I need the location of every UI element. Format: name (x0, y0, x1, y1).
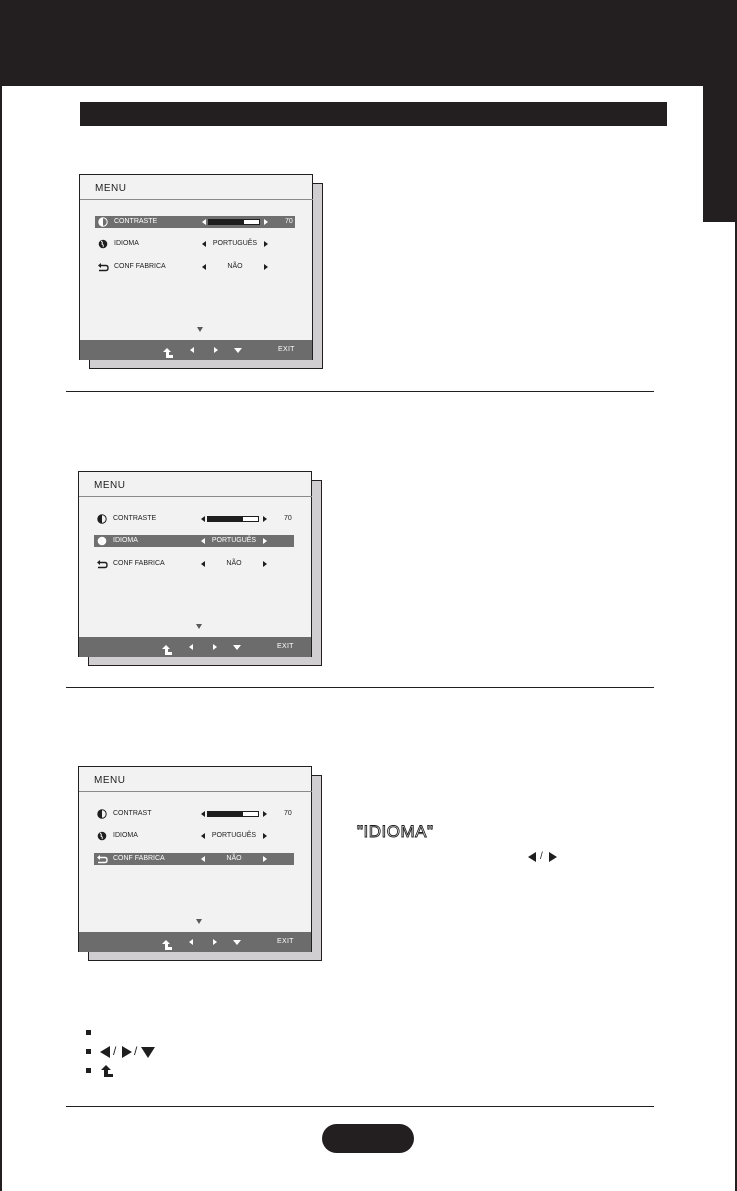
side-tab (703, 86, 737, 222)
return-arrow-icon (97, 854, 108, 864)
osd-row-conf-fabrica[interactable] (95, 261, 295, 273)
contrast-half-circle-icon (97, 514, 108, 524)
osd-nav-bar (79, 932, 311, 952)
down-triangle-icon (141, 1047, 155, 1058)
up-arrow-icon (100, 1064, 114, 1078)
globe-icon (97, 536, 108, 546)
right-triangle-icon (549, 852, 557, 862)
nav-right-button[interactable] (210, 642, 220, 652)
left-border (0, 86, 2, 1191)
left-triangle-icon[interactable] (202, 264, 206, 270)
right-triangle-icon[interactable] (263, 561, 267, 567)
page-number-pill (322, 1124, 414, 1153)
globe-icon (98, 239, 109, 249)
osd-nav-bar (79, 637, 311, 657)
up-arrow-icon (163, 348, 173, 358)
left-right-arrows (528, 851, 562, 863)
osd-row-option: PORTUGUÊS (212, 240, 258, 247)
osd-row-conf-fabrica[interactable] (94, 558, 294, 570)
scroll-down-indicator-icon (196, 624, 202, 629)
right-triangle-icon[interactable] (264, 219, 268, 225)
contrast-level-fill (208, 517, 243, 521)
osd-row-value: 70 (285, 218, 293, 225)
osd-row-label: IDIOMA (113, 832, 138, 839)
section-divider (66, 687, 654, 688)
osd-row-label: CONF FABRICA (114, 263, 166, 270)
idioma-quote-label: "IDIOMA" (357, 822, 434, 841)
osd-title-divider (79, 791, 312, 792)
osd-panel-contraste (79, 174, 323, 369)
osd-row-label: IDIOMA (114, 240, 139, 247)
down-triangle-icon (233, 940, 241, 945)
osd-row-value: 70 (284, 810, 292, 817)
contrast-level-bar[interactable] (207, 516, 259, 522)
osd-screen (78, 766, 312, 952)
footer-divider (66, 1106, 654, 1107)
osd-menu-title: MENU (95, 183, 127, 194)
left-triangle-icon (100, 1046, 110, 1058)
osd-row-label: CONTRASTE (113, 515, 157, 522)
osd-title-divider (80, 199, 313, 200)
globe-icon (97, 831, 108, 841)
right-triangle-icon[interactable] (263, 516, 267, 522)
right-triangle-icon[interactable] (263, 856, 267, 862)
right-triangle-icon (213, 939, 217, 945)
osd-screen (78, 471, 312, 657)
osd-row-option: NÃO (227, 263, 243, 270)
osd-row-label: CONTRAST (113, 810, 152, 817)
contrast-level-bar[interactable] (208, 219, 260, 225)
left-triangle-icon[interactable] (202, 241, 206, 247)
right-triangle-icon[interactable] (263, 833, 267, 839)
osd-row-contraste[interactable] (95, 216, 295, 228)
nav-right-button[interactable] (211, 345, 221, 355)
nav-left-button[interactable] (186, 937, 196, 947)
left-triangle-icon[interactable] (201, 516, 205, 522)
header-band (0, 0, 737, 86)
osd-row-idioma[interactable] (94, 830, 294, 842)
osd-row-option: PORTUGUÊS (211, 832, 257, 839)
nav-up-button[interactable] (162, 642, 172, 652)
right-triangle-icon[interactable] (263, 538, 267, 544)
adjust-arrows (100, 1045, 160, 1059)
left-triangle-icon (528, 852, 536, 862)
osd-row-option: NÃO (226, 560, 242, 567)
nav-up-button[interactable] (163, 345, 173, 355)
osd-title-divider (79, 496, 312, 497)
osd-row-option: PORTUGUÊS (211, 537, 257, 544)
bullet-icon (86, 1049, 91, 1054)
osd-row-option: NÃO (226, 855, 242, 862)
nav-left-button[interactable] (187, 345, 197, 355)
exit-button[interactable]: EXIT (278, 346, 295, 353)
osd-row-contraste[interactable] (94, 513, 294, 525)
left-triangle-icon (189, 939, 193, 945)
nav-up-button[interactable] (162, 937, 172, 947)
right-triangle-icon[interactable] (263, 811, 267, 817)
left-triangle-icon[interactable] (202, 219, 206, 225)
exit-button[interactable]: EXIT (277, 938, 294, 945)
up-arrow-icon (162, 940, 172, 950)
left-triangle-icon (190, 347, 194, 353)
osd-panel-conf-fabrica (78, 766, 322, 961)
arrow-separator: / (540, 851, 543, 862)
osd-row-label: CONF FABRICA (113, 560, 165, 567)
contrast-half-circle-icon (97, 809, 108, 819)
osd-row-idioma[interactable] (95, 238, 295, 250)
section-heading-bar (80, 102, 667, 126)
osd-menu-title: MENU (94, 775, 126, 786)
right-triangle-icon (214, 347, 218, 353)
osd-row-idioma[interactable] (94, 535, 294, 547)
right-triangle-icon[interactable] (264, 241, 268, 247)
nav-down-button[interactable] (232, 937, 242, 947)
left-triangle-icon[interactable] (201, 538, 205, 544)
down-triangle-icon (233, 645, 241, 650)
osd-row-label: IDIOMA (113, 537, 138, 544)
left-triangle-icon (189, 644, 193, 650)
legend-separator: / (134, 1044, 138, 1058)
nav-left-button[interactable] (186, 642, 196, 652)
osd-panel-idioma (78, 471, 322, 666)
osd-row-contrast[interactable] (94, 808, 294, 820)
nav-down-button[interactable] (233, 345, 243, 355)
left-triangle-icon[interactable] (201, 833, 205, 839)
contrast-half-circle-icon (98, 217, 109, 227)
osd-row-label: CONF FABRICA (113, 855, 165, 862)
section-divider (66, 391, 654, 392)
nav-right-button[interactable] (210, 937, 220, 947)
return-arrow-icon (98, 262, 109, 272)
left-triangle-icon[interactable] (201, 811, 205, 817)
right-triangle-icon (122, 1046, 132, 1058)
osd-menu-title: MENU (94, 480, 126, 491)
scroll-down-indicator-icon (196, 919, 202, 924)
scroll-down-indicator-icon (197, 327, 203, 332)
right-triangle-icon[interactable] (264, 264, 268, 270)
osd-row-conf-fabrica[interactable] (94, 853, 294, 865)
contrast-level-bar[interactable] (207, 811, 259, 817)
up-arrow-icon (162, 645, 172, 655)
exit-button[interactable]: EXIT (277, 643, 294, 650)
bullet-icon (86, 1030, 91, 1035)
left-triangle-icon[interactable] (201, 856, 205, 862)
bullet-icon (86, 1068, 91, 1073)
contrast-level-fill (209, 220, 244, 224)
osd-row-label: CONTRASTE (114, 218, 158, 225)
left-triangle-icon[interactable] (201, 561, 205, 567)
osd-row-value: 70 (284, 515, 292, 522)
return-arrow-icon (97, 559, 108, 569)
osd-screen (79, 174, 313, 360)
down-triangle-icon (234, 348, 242, 353)
osd-nav-bar (80, 340, 312, 360)
nav-down-button[interactable] (232, 642, 242, 652)
contrast-level-fill (208, 812, 243, 816)
legend-separator: / (113, 1044, 117, 1058)
right-triangle-icon (213, 644, 217, 650)
